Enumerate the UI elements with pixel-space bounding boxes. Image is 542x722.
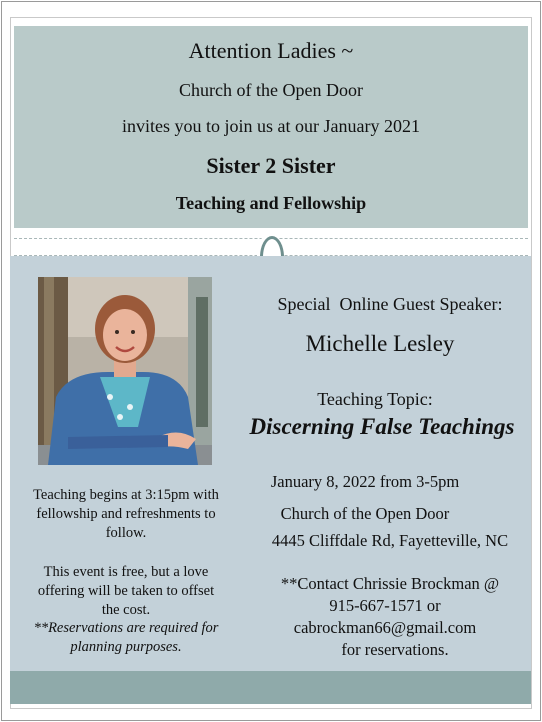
topic-title: Discerning False Teachings [249,414,515,439]
header-banner [14,26,528,228]
speaker-label: Special Online Guest Speaker: [277,294,503,314]
event-title: Sister 2 Sister [206,153,336,178]
schedule-text: Teaching begins at 3:15pm with fellowship and refreshments to follow. [33,487,219,541]
invitation-text: invites you to join us at our January 2021 [122,116,420,136]
contact-instructions: for reservations. [341,640,449,659]
contact-name: **Contact Chrissie Brockman @ [280,574,500,593]
speaker-name: Michelle Lesley [305,331,455,356]
venue-address: 4445 Cliffdale Rd, Fayetteville, NC [271,531,509,550]
reservations-note: **Reservations are required for planning purposes. [33,620,219,655]
speaker-photo [38,277,212,465]
event-date: January 8, 2022 from 3-5pm [270,472,460,491]
speaker-photo-illustration [38,277,212,465]
event-subtitle: Teaching and Fellowship [175,193,367,213]
contact-phone: 915-667-1571 or [329,596,441,615]
contact-email: cabrockman66@gmail.com [293,618,477,637]
greeting: Attention Ladies ~ [188,38,354,63]
footer-band [10,671,531,704]
cost-text: This event is free, but a love offering will be taken to offset the cost. [37,564,215,618]
topic-label: Teaching Topic: [317,389,433,409]
venue-name: Church of the Open Door [280,504,450,523]
church-name: Church of the Open Door [179,80,363,100]
